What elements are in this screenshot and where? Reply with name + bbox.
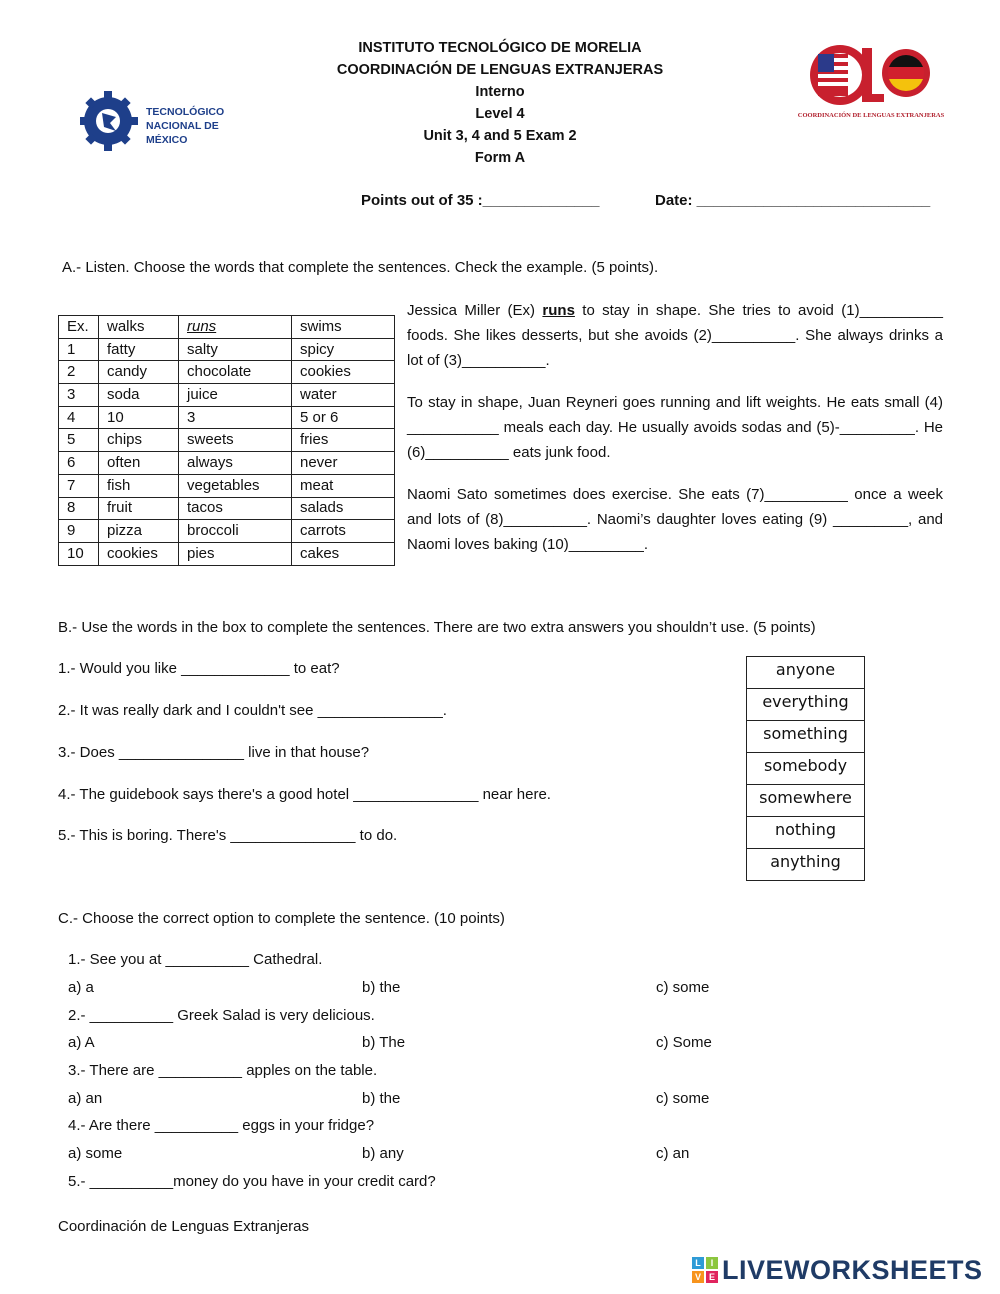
table-cell[interactable]: fatty bbox=[99, 338, 179, 361]
header-line: COORDINACIÓN DE LENGUAS EXTRANJERAS bbox=[336, 62, 664, 78]
section-a-instruction: A.- Listen. Choose the words that complete the sentences. Check the example. (5 points). bbox=[62, 259, 659, 276]
header-line: Unit 3, 4 and 5 Exam 2 bbox=[423, 128, 577, 144]
c-option[interactable]: c) an bbox=[656, 1145, 690, 1162]
word-option[interactable]: anyone bbox=[747, 657, 864, 689]
date-field[interactable]: Date: ____________________________ bbox=[655, 192, 931, 209]
c-option[interactable]: a) an bbox=[68, 1090, 103, 1107]
table-cell: Ex. bbox=[59, 316, 99, 339]
c-option[interactable]: a) a bbox=[68, 979, 94, 996]
table-cell: 4 bbox=[59, 406, 99, 429]
table-cell[interactable]: always bbox=[179, 452, 292, 475]
table-cell: 10 bbox=[59, 542, 99, 565]
table-cell[interactable]: never bbox=[292, 452, 395, 475]
table-row bbox=[59, 542, 395, 565]
table-cell[interactable]: tacos bbox=[179, 497, 292, 520]
logo-text: NACIONAL DE MÉXICO bbox=[146, 120, 219, 146]
word-option[interactable]: anything bbox=[747, 849, 864, 881]
c-question: 1.- See you at __________ Cathedral. bbox=[68, 951, 323, 968]
table-cell[interactable]: 10 bbox=[99, 406, 179, 429]
table-row bbox=[59, 520, 395, 543]
table-row bbox=[59, 497, 395, 520]
table-cell[interactable]: often bbox=[99, 452, 179, 475]
header-line: INSTITUTO TECNOLÓGICO DE MORELIA bbox=[358, 40, 642, 56]
table-cell: 2 bbox=[59, 361, 99, 384]
table-cell[interactable]: fruit bbox=[99, 497, 179, 520]
table-cell: 1 bbox=[59, 338, 99, 361]
table-cell[interactable]: pizza bbox=[99, 520, 179, 543]
c-option[interactable]: b) The bbox=[362, 1034, 406, 1051]
header-line: Form A bbox=[474, 150, 526, 166]
cle-logo bbox=[797, 40, 945, 125]
c-option[interactable]: a) A bbox=[68, 1034, 95, 1051]
table-cell: 7 bbox=[59, 474, 99, 497]
paragraph-naomi: Naomi Sato sometimes does exercise. She eats (7)__________ once a week and lots of (8)__________. Naomi’s daughter loves eating (9) _________, and Naomi loves baking (10)_________. bbox=[407, 486, 943, 553]
header-line: Level 4 bbox=[475, 106, 525, 122]
table-row bbox=[59, 429, 395, 452]
b-sentence: 2.- It was really dark and I couldn't see _______________. bbox=[58, 702, 447, 719]
b-sentence: 3.- Does _______________ live in that house? bbox=[58, 744, 370, 761]
c-question: 2.- __________ Greek Salad is very delicious. bbox=[68, 1007, 375, 1024]
table-row bbox=[59, 384, 395, 407]
table-cell[interactable]: juice bbox=[179, 384, 292, 407]
table-cell[interactable]: broccoli bbox=[179, 520, 292, 543]
c-question: 5.- __________money do you have in your credit card? bbox=[68, 1173, 436, 1190]
table-cell: swims bbox=[292, 316, 395, 339]
c-option[interactable]: a) some bbox=[68, 1145, 123, 1162]
tecnologico-logo bbox=[80, 77, 260, 165]
word-option[interactable]: somewhere bbox=[747, 785, 864, 817]
points-field[interactable]: Points out of 35 :______________ bbox=[361, 192, 600, 209]
table-cell[interactable]: meat bbox=[292, 474, 395, 497]
word-box bbox=[746, 656, 865, 881]
table-cell[interactable]: chips bbox=[99, 429, 179, 452]
table-cell[interactable]: pies bbox=[179, 542, 292, 565]
table-cell: 6 bbox=[59, 452, 99, 475]
table-cell[interactable]: water bbox=[292, 384, 395, 407]
table-cell: walks bbox=[99, 316, 179, 339]
table-row bbox=[59, 406, 395, 429]
b-sentence: 5.- This is boring. There's _______________ to do. bbox=[58, 827, 398, 844]
liveworksheets-icon: L I V E bbox=[692, 1257, 718, 1283]
table-row bbox=[59, 452, 395, 475]
table-cell[interactable]: cookies bbox=[292, 361, 395, 384]
table-cell[interactable]: salty bbox=[179, 338, 292, 361]
c-option[interactable]: c) Some bbox=[656, 1034, 712, 1051]
table-cell[interactable]: carrots bbox=[292, 520, 395, 543]
liveworksheets-brand[interactable] bbox=[692, 1254, 983, 1286]
c-option[interactable]: c) some bbox=[656, 979, 710, 996]
word-option[interactable]: everything bbox=[747, 689, 864, 721]
table-cell[interactable]: candy bbox=[99, 361, 179, 384]
section-b-instruction: B.- Use the words in the box to complete the sentences. There are two extra answers you shouldn’t use. (5 points) bbox=[58, 619, 816, 636]
table-cell: runs bbox=[179, 316, 292, 339]
logo-text: TECNOLÓGICO bbox=[146, 106, 225, 118]
exam-header bbox=[250, 37, 750, 169]
table-cell[interactable]: spicy bbox=[292, 338, 395, 361]
table-cell[interactable]: fish bbox=[99, 474, 179, 497]
table-row bbox=[59, 338, 395, 361]
section-c-instruction: C.- Choose the correct option to complete the sentence. (10 points) bbox=[58, 910, 505, 927]
word-option[interactable]: something bbox=[747, 721, 864, 753]
footer-text: Coordinación de Lenguas Extranjeras bbox=[58, 1218, 309, 1235]
c-question: 3.- There are __________ apples on the table. bbox=[68, 1062, 378, 1079]
table-cell[interactable]: 5 or 6 bbox=[292, 406, 395, 429]
c-option[interactable]: c) some bbox=[656, 1090, 710, 1107]
table-cell[interactable]: cookies bbox=[99, 542, 179, 565]
answer-choices-table bbox=[58, 315, 395, 566]
word-option[interactable]: somebody bbox=[747, 753, 864, 785]
c-option[interactable]: b) any bbox=[362, 1145, 404, 1162]
paragraph-jessica: Jessica Miller (Ex) runs to stay in shape. She tries to avoid (1)__________ foods. She likes desserts, but she avoids (2)__________. She always drinks a lot of (3)__________. bbox=[407, 302, 943, 369]
brand-name: LIVEWORKSHEETS bbox=[722, 1254, 983, 1285]
header-line: Interno bbox=[475, 84, 525, 100]
logo-caption: COORDINACIÓN DE LENGUAS EXTRANJERAS bbox=[797, 112, 945, 119]
table-cell[interactable]: fries bbox=[292, 429, 395, 452]
table-row bbox=[59, 474, 395, 497]
table-row bbox=[59, 316, 395, 339]
table-cell[interactable]: cakes bbox=[292, 542, 395, 565]
table-cell: 8 bbox=[59, 497, 99, 520]
b-sentence: 1.- Would you like _____________ to eat? bbox=[58, 660, 340, 677]
example-answer: runs bbox=[542, 302, 575, 319]
paragraph-juan: To stay in shape, Juan Reyneri goes running and lift weights. He eats small (4) ___________ meals each day. He usually avoids sodas and (5)-_________. He (6)__________ eats junk food. bbox=[407, 394, 943, 461]
c-option[interactable]: b) the bbox=[362, 1090, 401, 1107]
table-cell[interactable]: sweets bbox=[179, 429, 292, 452]
c-option[interactable]: b) the bbox=[362, 979, 401, 996]
word-option[interactable]: nothing bbox=[747, 817, 864, 849]
table-cell[interactable]: chocolate bbox=[179, 361, 292, 384]
table-cell[interactable]: salads bbox=[292, 497, 395, 520]
table-cell[interactable]: soda bbox=[99, 384, 179, 407]
table-cell[interactable]: vegetables bbox=[179, 474, 292, 497]
table-cell: 9 bbox=[59, 520, 99, 543]
table-cell[interactable]: 3 bbox=[179, 406, 292, 429]
c-question: 4.- Are there __________ eggs in your fridge? bbox=[68, 1117, 375, 1134]
table-row bbox=[59, 361, 395, 384]
b-sentence: 4.- The guidebook says there's a good hotel _______________ near here. bbox=[58, 786, 551, 803]
table-cell: 3 bbox=[59, 384, 99, 407]
table-cell: 5 bbox=[59, 429, 99, 452]
flags-logo-icon bbox=[800, 40, 940, 110]
